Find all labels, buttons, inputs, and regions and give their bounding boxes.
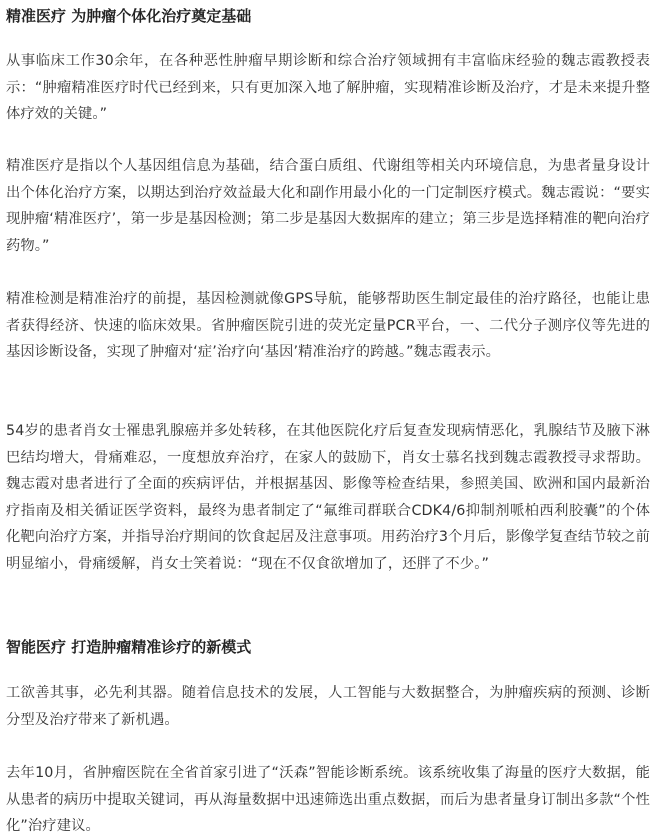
section-heading-precision-medicine: 精准医疗 为肿瘤个体化治疗奠定基础 [6,7,252,25]
paragraph: 去年10月，省肿瘤医院在全省首家引进了“沃森”智能诊断系统。该系统收集了海量的医疗大数据，能从患者的病历中提取关键词，再从海量数据中迅速筛选出重点数据，而后为患者量身订制出多款“个性化”治疗建议。 [6,765,650,835]
paragraph: 精准医疗是指以个人基因组信息为基础，结合蛋白质组、代谢组等相关内环境信息，为患者量身设计出个体化治疗方案，以期达到治疗效益最大化和副作用最小化的一门定制医疗模式。魏志霞说：“要实现肿瘤‘精准医疗’，第一步是基因检测；第二步是基因大数据库的建立；第三步是选择精准的靶向治疗药物。” [6,158,650,254]
section-heading-smart-medicine: 智能医疗 打造肿瘤精准诊疗的新模式 [6,638,252,656]
paragraph: 精准检测是精准治疗的前提，基因检测就像GPS导航，能够帮助医生制定最佳的治疗路径，也能让患者获得经济、快速的临床效果。省肿瘤医院引进的荧光定量PCR平台，一、二代分子测序仪等先进的基因诊断设备，实现了肿瘤对‘症’治疗向‘基因’精准治疗的跨越。”魏志霞表示。 [6,291,650,361]
paragraph: 工欲善其事，必先利其器。随着信息技术的发展，人工智能与大数据整合，为肿瘤疾病的预测、诊断分型及治疗带来了新机遇。 [6,685,650,728]
paragraph: 54岁的患者肖女士罹患乳腺癌并多处转移，在其他医院化疗后复查发现病情恶化，乳腺结节及腋下淋巴结均增大，骨痛难忍，一度想放弃治疗，在家人的鼓励下，肖女士慕名找到魏志霞教授寻求帮助。魏志霞对患者进行了全面的疾病评估，并根据基因、影像等检查结果，参照美国、欧洲和国内最新治疗指南及相关循证医学资料，最终为患者制定了“氟维司群联合CDK4/6抑制剂哌柏西利胶囊”的个体化靶向治疗方案，并指导治疗期间的饮食起居及注意事项。用药治疗3个月后，影像学复查结节较之前明显缩小，骨痛缓解，肖女士笑着说：“现在不仅食欲增加了，还胖了不少。” [6,423,650,572]
paragraph: 从事临床工作30余年，在各种恶性肿瘤早期诊断和综合治疗领域拥有丰富临床经验的魏志霞教授表示：“肿瘤精准医疗时代已经到来，只有更加深入地了解肿瘤，实现精准诊断及治疗，才是未来提升整体疗效的关键。” [6,53,650,123]
